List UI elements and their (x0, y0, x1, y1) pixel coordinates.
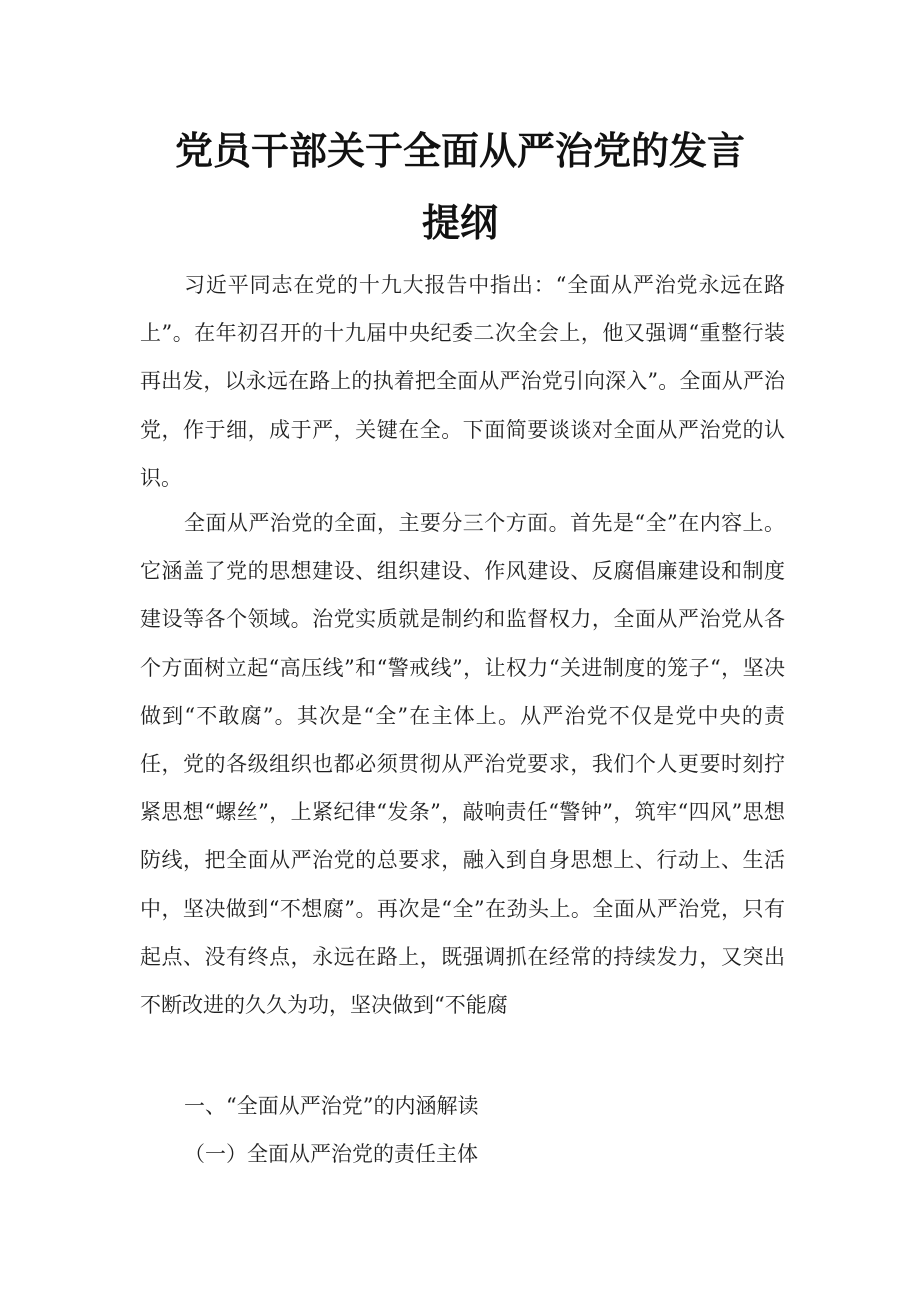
paragraph-comprehensive: 全面从严治党的全面，主要分三个方面。首先是“全”在内容上。它涵盖了党的思想建设、组织建设、作风建设、反腐倡廉建设和制度建设等各个领域。治党实质就是制约和监督权力，全面从严治党从各个方面树立起“高压线”和“警戒线”，让权力“关进制度的笼子“，坚决做到“不敢腐”。其次是“全”在主体上。从严治党不仅是党中央的责任，党的各级组织也都必须贯彻从严治党要求，我们个人更要时刻拧紧思想“螺丝”，上紧纪律“发条”，敲响责任“警钟”，筑牢“四风”思想防线，把全面从严治党的总要求，融入到自身思想上、行动上、生活中，坚决做到“不想腐”。再次是“全”在劲头上。全面从严治党，只有起点、没有终点，永远在路上，既强调抓在经常的持续发力，又突出不断改进的久久为功，坚决做到“不能腐 (140, 511, 785, 1018)
section-heading: 一、“全面从严治党”的内涵解读 (184, 1094, 479, 1118)
subsection-heading: （一）全面从严治党的责任主体 (184, 1142, 478, 1166)
document-title-line-2: 提纲 (421, 201, 498, 245)
paragraph-intro: 习近平同志在党的十九大报告中指出：“全面从严治党永远在路上”。在年初召开的十九届中央纪委二次全会上，他又强调“重整行装再出发，以永远在路上的执着把全面从严治党引向深入”。全面从严治党，作于细，成于严，关键在全。下面简要谈谈对全面从严治党的认识。 (140, 273, 785, 490)
document-title-line-1: 党员干部关于全面从严治党的发言 (174, 129, 745, 173)
